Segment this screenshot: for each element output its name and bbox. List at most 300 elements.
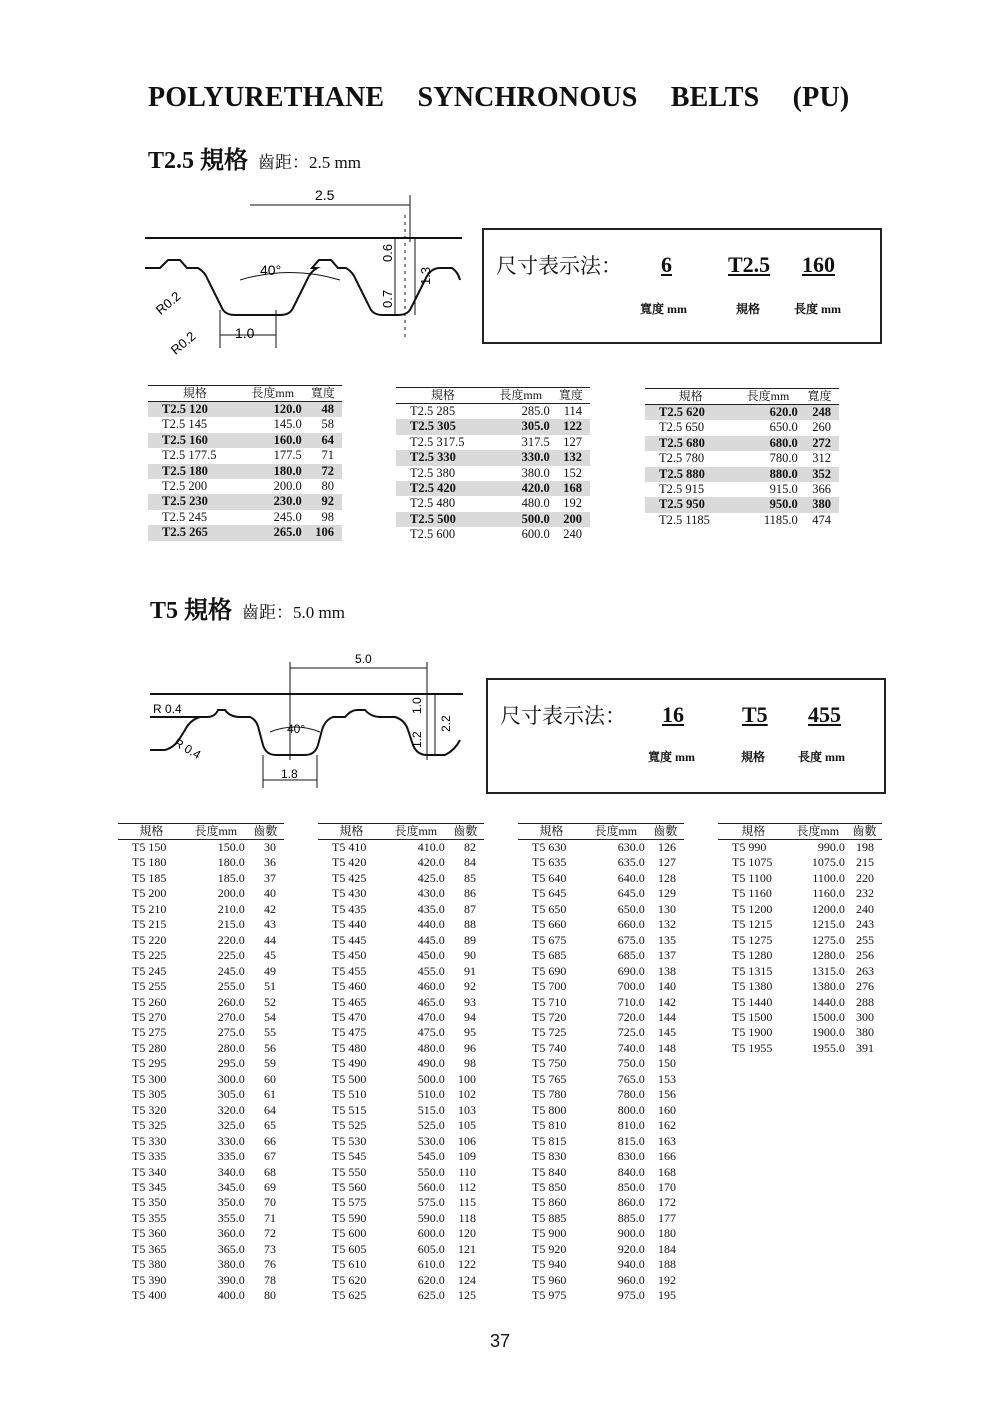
column-header: 齒數 xyxy=(647,824,684,840)
length-cell: 450.0 xyxy=(417,948,445,963)
length-cell: 780.0 xyxy=(617,1087,645,1102)
column-header: 寬度 xyxy=(304,386,342,402)
length-cell: 1500.0 xyxy=(811,1009,845,1024)
t5-notation-box xyxy=(486,678,886,794)
t5-radius-bottom: R 0.4 xyxy=(171,735,204,762)
spec-cell: T5 330 xyxy=(132,1133,167,1148)
value-cell: 132 xyxy=(552,450,590,465)
table-row xyxy=(118,1134,284,1149)
value-cell: 127 xyxy=(563,434,582,449)
page-number: 37 xyxy=(489,1331,511,1351)
table-row xyxy=(318,995,484,1010)
value-cell: 82 xyxy=(464,840,476,854)
table-row xyxy=(396,466,590,481)
value-cell: 103 xyxy=(458,1102,476,1117)
spec-cell: T2.5 285 xyxy=(410,404,456,418)
length-cell: 600.0 xyxy=(521,527,550,542)
spec-cell: T2.5 177.5 xyxy=(162,448,217,463)
t25-body-height: 0.7 xyxy=(380,289,395,308)
value-cell: 137 xyxy=(658,948,676,963)
spec-cell: T2.5 915 xyxy=(659,482,705,497)
table-row xyxy=(518,1242,684,1257)
length-cell: 610.0 xyxy=(417,1257,445,1272)
length-cell: 210.0 xyxy=(217,901,245,916)
spec-cell: T5 225 xyxy=(132,948,167,963)
value-cell: 37 xyxy=(264,870,276,885)
table-row xyxy=(318,1257,484,1272)
length-cell: 465.0 xyxy=(417,994,445,1009)
t5-table-4 xyxy=(718,823,882,1056)
spec-cell: T5 1955 xyxy=(732,1040,773,1055)
table-row xyxy=(396,419,590,434)
length-cell: 950.0 xyxy=(736,497,800,512)
length-cell: 445.0 xyxy=(417,932,445,947)
length-cell: 885.0 xyxy=(617,1210,645,1225)
value-cell: 152 xyxy=(563,465,582,480)
length-cell: 680.0 xyxy=(736,436,800,451)
table-row xyxy=(318,1056,484,1071)
length-cell: 480.0 xyxy=(521,496,550,511)
spec-cell: T5 1280 xyxy=(732,948,773,963)
table-row xyxy=(118,979,284,994)
length-cell: 295.0 xyxy=(217,1056,245,1071)
value-cell: 128 xyxy=(658,870,676,885)
t25-radius-top: R0.2 xyxy=(152,288,184,318)
spec-cell: T2.5 880 xyxy=(645,467,736,482)
value-cell: 89 xyxy=(464,932,476,947)
length-cell: 400.0 xyxy=(217,1288,245,1303)
column-header: 齒數 xyxy=(847,824,882,840)
table-row xyxy=(118,1226,284,1241)
t5-total-height: 2.2 xyxy=(439,715,453,732)
length-cell: 390.0 xyxy=(217,1272,245,1287)
table-row xyxy=(318,933,484,948)
spec-cell: T5 780 xyxy=(532,1087,567,1102)
value-cell: 64 xyxy=(264,1102,276,1117)
table-row xyxy=(645,482,839,497)
column-header: 長度mm xyxy=(736,389,800,405)
spec-cell: T5 480 xyxy=(332,1040,367,1055)
value-cell: 276 xyxy=(856,979,874,994)
value-cell: 366 xyxy=(812,482,831,497)
value-cell: 124 xyxy=(458,1272,476,1287)
t25-pitch-dim: 2.5 xyxy=(315,187,335,203)
spec-cell: T5 690 xyxy=(532,963,567,978)
value-cell: 184 xyxy=(658,1241,676,1256)
table-row xyxy=(518,1211,684,1226)
table-row xyxy=(318,1149,484,1164)
table-row xyxy=(396,404,590,420)
length-cell: 285.0 xyxy=(521,404,550,418)
table-row xyxy=(118,1103,284,1118)
table-row xyxy=(518,1103,684,1118)
value-cell: 102 xyxy=(458,1087,476,1102)
length-cell: 960.0 xyxy=(617,1272,645,1287)
value-cell: 42 xyxy=(264,901,276,916)
length-cell: 420.0 xyxy=(490,481,552,496)
table-row xyxy=(518,1149,684,1164)
table-row xyxy=(396,481,590,496)
length-cell: 270.0 xyxy=(217,1009,245,1024)
length-cell: 780.0 xyxy=(769,451,798,466)
spec-cell: T5 390 xyxy=(132,1272,167,1287)
length-cell: 500.0 xyxy=(490,512,552,527)
length-cell: 305.0 xyxy=(217,1087,245,1102)
table-row xyxy=(318,871,484,886)
table-row xyxy=(118,1056,284,1071)
table-row xyxy=(118,1257,284,1272)
length-cell: 725.0 xyxy=(617,1025,645,1040)
table-row xyxy=(318,964,484,979)
spec-cell: T5 275 xyxy=(132,1025,167,1040)
table-row xyxy=(118,855,284,870)
length-cell: 480.0 xyxy=(417,1040,445,1055)
spec-cell: T2.5 160 xyxy=(148,433,242,448)
value-cell: 192 xyxy=(563,496,582,511)
value-cell: 248 xyxy=(800,405,839,421)
length-cell: 1900.0 xyxy=(811,1025,845,1040)
table-row xyxy=(518,964,684,979)
table-row xyxy=(318,1072,484,1087)
table-row xyxy=(718,948,882,963)
t5-table-2 xyxy=(318,823,484,1304)
table-row xyxy=(518,1025,684,1040)
notation-length-caption: 長度 mm xyxy=(794,302,841,316)
notation-width: 16 xyxy=(662,702,684,727)
value-cell: 96 xyxy=(464,1040,476,1055)
table-row xyxy=(518,886,684,901)
value-cell: 76 xyxy=(264,1257,276,1272)
table-row xyxy=(118,1180,284,1195)
value-cell: 105 xyxy=(458,1118,476,1133)
spec-cell: T5 620 xyxy=(332,1272,367,1287)
length-cell: 317.5 xyxy=(521,434,550,449)
table-row xyxy=(518,1226,684,1241)
table-row xyxy=(718,1041,882,1056)
spec-cell: T5 425 xyxy=(332,870,367,885)
length-cell: 710.0 xyxy=(617,994,645,1009)
table-row xyxy=(118,1025,284,1040)
spec-cell: T2.5 317.5 xyxy=(410,434,465,449)
value-cell: 91 xyxy=(464,963,476,978)
spec-cell: T5 990 xyxy=(732,840,767,854)
length-cell: 380.0 xyxy=(217,1257,245,1272)
value-cell: 215 xyxy=(856,855,874,870)
spec-cell: T5 810 xyxy=(532,1118,567,1133)
length-cell: 330.0 xyxy=(217,1133,245,1148)
spec-cell: T5 605 xyxy=(332,1241,367,1256)
table-row xyxy=(118,1010,284,1025)
column-header: 寬度 xyxy=(552,388,590,404)
value-cell: 52 xyxy=(264,994,276,1009)
length-cell: 185.0 xyxy=(217,870,245,885)
table-row xyxy=(518,840,684,856)
value-cell: 55 xyxy=(264,1025,276,1040)
notation-length: 160 xyxy=(802,252,835,277)
value-cell: 192 xyxy=(658,1272,676,1287)
value-cell: 272 xyxy=(800,436,839,451)
length-cell: 830.0 xyxy=(617,1149,645,1164)
table-row xyxy=(518,1087,684,1102)
spec-cell: T5 815 xyxy=(532,1133,567,1148)
spec-cell: T5 355 xyxy=(132,1210,167,1225)
spec-cell: T2.5 265 xyxy=(148,525,242,540)
length-cell: 150.0 xyxy=(217,840,245,854)
spec-cell: T5 350 xyxy=(132,1195,167,1210)
table-row xyxy=(718,902,882,917)
value-cell: 200 xyxy=(552,512,590,527)
column-header: 規格 xyxy=(118,824,185,840)
spec-cell: T2.5 950 xyxy=(645,497,736,512)
value-cell: 380 xyxy=(856,1025,874,1040)
table-row xyxy=(148,494,342,509)
length-cell: 215.0 xyxy=(217,917,245,932)
spec-cell: T5 380 xyxy=(132,1257,167,1272)
value-cell: 98 xyxy=(321,509,334,524)
spec-cell: T2.5 780 xyxy=(659,451,705,466)
value-cell: 109 xyxy=(458,1149,476,1164)
value-cell: 44 xyxy=(264,932,276,947)
spec-cell: T5 800 xyxy=(532,1102,567,1117)
spec-cell: T5 740 xyxy=(532,1040,567,1055)
spec-cell: T5 270 xyxy=(132,1009,167,1024)
spec-cell: T5 850 xyxy=(532,1179,567,1194)
spec-cell: T5 335 xyxy=(132,1149,167,1164)
table-row xyxy=(118,840,284,856)
value-cell: 150 xyxy=(658,1056,676,1071)
table-row xyxy=(518,1195,684,1210)
spec-cell: T5 440 xyxy=(332,917,367,932)
spec-cell: T2.5 380 xyxy=(410,465,456,480)
spec-cell: T5 720 xyxy=(532,1009,567,1024)
length-cell: 920.0 xyxy=(617,1241,645,1256)
t25-table-1 xyxy=(148,385,342,541)
table-header-row xyxy=(718,824,882,840)
length-cell: 345.0 xyxy=(217,1179,245,1194)
t25-radius-bottom: R0.2 xyxy=(167,328,199,358)
table-row xyxy=(118,1118,284,1133)
spec-cell: T5 1440 xyxy=(732,994,773,1009)
spec-cell: T5 750 xyxy=(532,1056,567,1071)
length-cell: 750.0 xyxy=(617,1056,645,1071)
value-cell: 106 xyxy=(458,1133,476,1148)
table-row xyxy=(718,917,882,932)
table-row xyxy=(645,405,839,421)
table-row xyxy=(518,1041,684,1056)
length-cell: 1075.0 xyxy=(811,855,845,870)
spec-cell: T5 365 xyxy=(132,1241,167,1256)
value-cell: 72 xyxy=(304,464,342,479)
spec-cell: T5 1100 xyxy=(732,870,772,885)
table-header-row xyxy=(318,824,484,840)
value-cell: 80 xyxy=(264,1288,276,1303)
section-pitch: 齒距：5.0 mm xyxy=(242,603,345,622)
table-row xyxy=(118,1288,284,1303)
length-cell: 1440.0 xyxy=(811,994,845,1009)
table-row xyxy=(718,871,882,886)
length-cell: 560.0 xyxy=(417,1179,445,1194)
value-cell: 263 xyxy=(856,963,874,978)
spec-cell: T5 305 xyxy=(132,1087,167,1102)
t25-tooth-height: 0.6 xyxy=(380,243,395,262)
t25-table-2 xyxy=(396,387,590,543)
value-cell: 95 xyxy=(464,1025,476,1040)
spec-cell: T5 525 xyxy=(332,1118,367,1133)
table-row xyxy=(718,964,882,979)
length-cell: 700.0 xyxy=(617,979,645,994)
notation-type: T5 xyxy=(742,702,768,727)
value-cell: 30 xyxy=(264,840,276,854)
table-header-row xyxy=(148,386,342,402)
value-cell: 243 xyxy=(856,917,874,932)
length-cell: 475.0 xyxy=(417,1025,445,1040)
length-cell: 1955.0 xyxy=(811,1040,845,1055)
spec-cell: T5 1315 xyxy=(732,963,773,978)
value-cell: 70 xyxy=(264,1195,276,1210)
length-cell: 545.0 xyxy=(417,1149,445,1164)
column-header: 寬度 xyxy=(800,389,839,405)
spec-cell: T5 475 xyxy=(332,1025,367,1040)
length-cell: 245.0 xyxy=(217,963,245,978)
spec-cell: T5 220 xyxy=(132,932,167,947)
length-cell: 500.0 xyxy=(417,1071,445,1086)
table-row xyxy=(318,1226,484,1241)
notation-type-caption: 規格 xyxy=(741,750,766,764)
value-cell: 61 xyxy=(264,1087,276,1102)
spec-cell: T5 325 xyxy=(132,1118,167,1133)
spec-cell: T5 545 xyxy=(332,1149,367,1164)
length-cell: 525.0 xyxy=(417,1118,445,1133)
table-row xyxy=(148,417,342,432)
table-row xyxy=(518,948,684,963)
spec-cell: T5 465 xyxy=(332,994,367,1009)
length-cell: 915.0 xyxy=(769,482,798,497)
spec-cell: T5 470 xyxy=(332,1009,367,1024)
notation-length: 455 xyxy=(808,702,841,727)
page-title: POLYURETHANE SYNCHRONOUS BELTS (PU) xyxy=(148,82,850,113)
length-cell: 440.0 xyxy=(417,917,445,932)
length-cell: 550.0 xyxy=(417,1164,445,1179)
length-cell: 180.0 xyxy=(242,464,304,479)
table-row xyxy=(318,1242,484,1257)
length-cell: 160.0 xyxy=(242,433,304,448)
value-cell: 56 xyxy=(264,1040,276,1055)
value-cell: 380 xyxy=(800,497,839,512)
length-cell: 1185.0 xyxy=(763,512,798,527)
length-cell: 690.0 xyxy=(617,963,645,978)
table-row xyxy=(396,527,590,542)
length-cell: 625.0 xyxy=(417,1288,445,1303)
table-row xyxy=(318,1211,484,1226)
table-row xyxy=(518,1010,684,1025)
table-row xyxy=(318,1273,484,1288)
table-row xyxy=(396,512,590,527)
length-cell: 640.0 xyxy=(617,870,645,885)
spec-cell: T5 1215 xyxy=(732,917,773,932)
value-cell: 130 xyxy=(658,901,676,916)
table-row xyxy=(396,496,590,511)
spec-cell: T5 420 xyxy=(332,855,367,870)
column-header: 規格 xyxy=(148,386,242,402)
value-cell: 73 xyxy=(264,1241,276,1256)
length-cell: 600.0 xyxy=(417,1226,445,1241)
spec-cell: T2.5 500 xyxy=(396,512,490,527)
table-row xyxy=(148,525,342,540)
length-cell: 645.0 xyxy=(617,886,645,901)
length-cell: 420.0 xyxy=(417,855,445,870)
table-row xyxy=(118,902,284,917)
length-cell: 880.0 xyxy=(736,467,800,482)
value-cell: 163 xyxy=(658,1133,676,1148)
length-cell: 635.0 xyxy=(617,855,645,870)
length-cell: 840.0 xyxy=(617,1164,645,1179)
length-cell: 350.0 xyxy=(217,1195,245,1210)
spec-cell: T5 360 xyxy=(132,1226,167,1241)
length-cell: 1160.0 xyxy=(812,886,845,901)
spec-cell: T5 710 xyxy=(532,994,567,1009)
length-cell: 1315.0 xyxy=(811,963,845,978)
length-cell: 280.0 xyxy=(217,1040,245,1055)
value-cell: 51 xyxy=(264,979,276,994)
table-row xyxy=(645,436,839,451)
length-cell: 275.0 xyxy=(217,1025,245,1040)
spec-cell: T5 625 xyxy=(332,1288,367,1303)
notation-width: 6 xyxy=(661,252,672,277)
spec-cell: T5 260 xyxy=(132,994,167,1009)
spec-cell: T2.5 200 xyxy=(162,479,208,494)
length-cell: 650.0 xyxy=(617,901,645,916)
value-cell: 58 xyxy=(321,417,334,432)
t5-radius-top: R 0.4 xyxy=(153,702,182,716)
spec-cell: T2.5 480 xyxy=(410,496,456,511)
table-row xyxy=(118,1211,284,1226)
value-cell: 115 xyxy=(458,1195,476,1210)
length-cell: 200.0 xyxy=(217,886,245,901)
table-row xyxy=(518,871,684,886)
length-cell: 455.0 xyxy=(417,963,445,978)
spec-cell: T5 660 xyxy=(532,917,567,932)
value-cell: 300 xyxy=(856,1009,874,1024)
column-header: 長度mm xyxy=(585,824,647,840)
length-cell: 460.0 xyxy=(417,979,445,994)
table-row xyxy=(645,497,839,512)
table-row xyxy=(718,995,882,1010)
length-cell: 265.0 xyxy=(242,525,304,540)
spec-cell: T5 550 xyxy=(332,1164,367,1179)
length-cell: 530.0 xyxy=(417,1133,445,1148)
table-row xyxy=(118,964,284,979)
section-pitch: 齒距：2.5 mm xyxy=(258,153,361,172)
length-cell: 1280.0 xyxy=(811,948,845,963)
table-row xyxy=(518,1056,684,1071)
spec-cell: T5 885 xyxy=(532,1210,567,1225)
value-cell: 170 xyxy=(658,1179,676,1194)
spec-cell: T5 1380 xyxy=(732,979,773,994)
table-row xyxy=(118,871,284,886)
table-header-row xyxy=(645,389,839,405)
spec-cell: T5 300 xyxy=(132,1071,167,1086)
spec-cell: T5 150 xyxy=(132,840,167,854)
spec-cell: T5 280 xyxy=(132,1040,167,1055)
spec-cell: T5 700 xyxy=(532,979,567,994)
table-row xyxy=(318,1010,484,1025)
notation-width-caption: 寬度 mm xyxy=(648,750,695,764)
spec-cell: T5 920 xyxy=(532,1241,567,1256)
table-row xyxy=(518,1118,684,1133)
value-cell: 40 xyxy=(264,886,276,901)
spec-cell: T2.5 145 xyxy=(162,417,208,432)
spec-cell: T5 445 xyxy=(332,932,367,947)
